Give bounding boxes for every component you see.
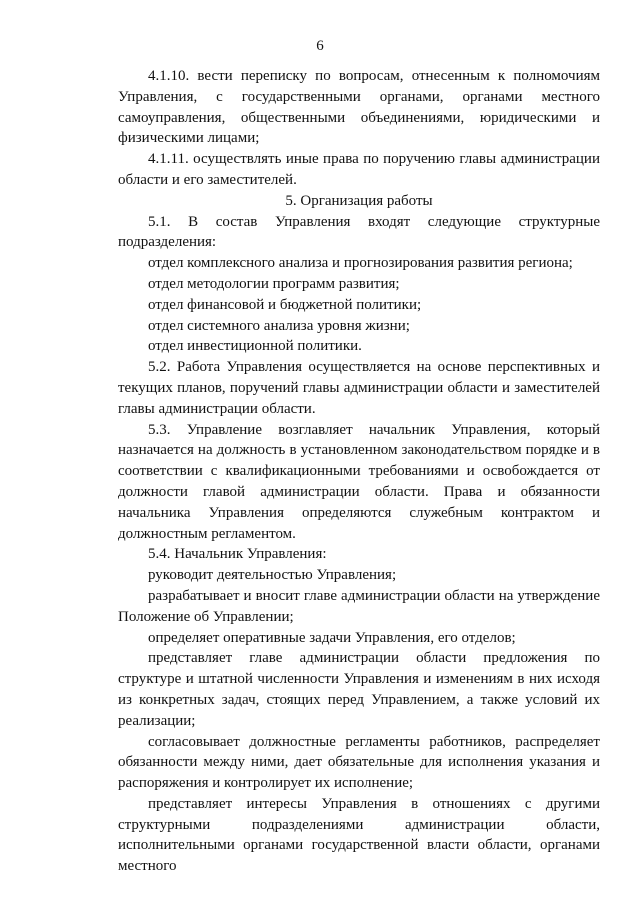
paragraph-4-1-10: 4.1.10. вести переписку по вопросам, отнесенным к полномочиям Управления, с государственными органами, органами местного самоуправления, общественными объединениями, юридическими и физическими лицами; [118,68,600,147]
paragraph-5-4: 5.4. Начальник Управления: [148,546,327,563]
list-item-department: отдел инвестиционной политики. [148,338,362,355]
paragraph-5-2: 5.2. Работа Управления осуществляется на основе перспективных и текущих планов, поручений главы администрации области и заместителей главы администрации области. [118,359,600,417]
list-item-department: отдел комплексного анализа и прогнозирования развития региона; [148,255,573,272]
list-item-department: отдел системного анализа уровня жизни; [148,317,410,334]
paragraph-4-1-11: 4.1.11. осуществлять иные права по поручению главы администрации области и его заместителей. [118,151,600,188]
list-item-duty: согласовывает должностные регламенты работников, распределяет обязанности между ними, дает обязательные для исполнения указания и распоряжения и контролирует их исполнение; [118,733,600,792]
section-heading: 5. Организация работы [285,192,433,209]
list-item-department: отдел методологии программ развития; [148,275,400,292]
list-item-duty: представляет интересы Управления в отношениях с другими структурными подразделениями администрации области, исполнительными органами государственной власти области, органами местного [118,795,600,875]
paragraph-5-3: 5.3. Управление возглавляет начальник Управления, который назначается на должность в установленном законодательством порядке и в соответствии с квалификационными требованиями и освобождается от должности главой администрации области. Права и обязанности начальника Управления определяются служебным контрактом и должностным регламентом. [118,421,600,542]
document-body [118,66,600,877]
list-item-duty: определяет оперативные задачи Управления, его отделов; [148,629,516,646]
list-item-duty: разрабатывает и вносит главе администрации области на утверждение Положение об Управлении; [118,587,600,625]
list-item-department: отдел финансовой и бюджетной политики; [148,296,422,313]
list-item-duty: представляет главе администрации области предложения по структуре и штатной численности Управления и изменениям в них исходя из конкретных задач, стоящих перед Управлением, а также условий их реализации; [118,650,600,729]
page-number: 6 [316,38,324,54]
paragraph-5-1: 5.1. В состав Управления входят следующие структурные подразделения: [118,213,600,251]
list-item-duty: руководит деятельностью Управления; [148,567,397,584]
